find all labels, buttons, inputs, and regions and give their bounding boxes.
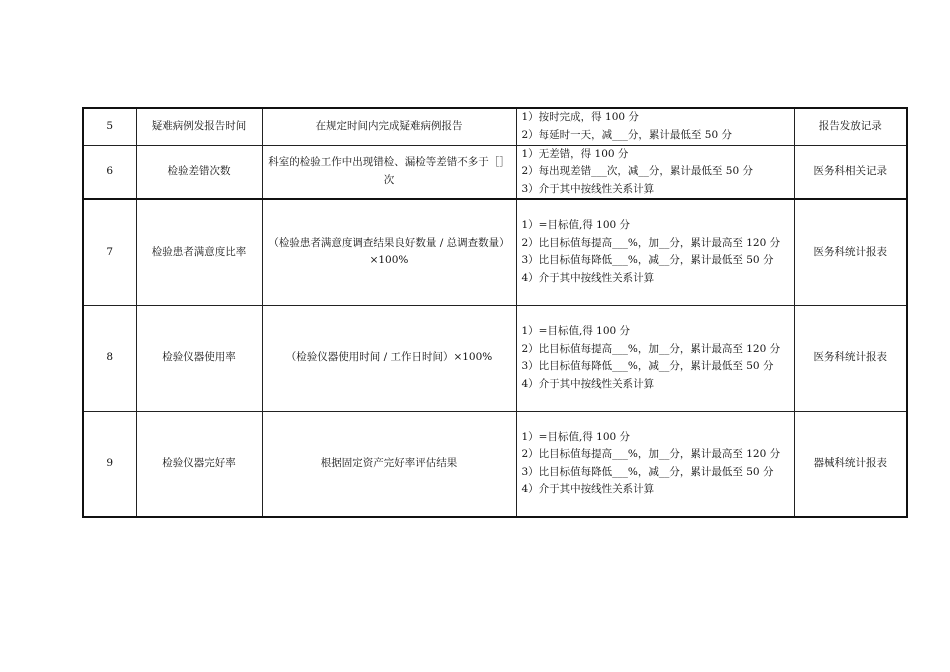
indicator-name: 疑难病例发报告时间 xyxy=(136,108,262,145)
data-source: 医务科相关记录 xyxy=(794,145,907,199)
scoring-rule: 1）=目标值,得 100 分 xyxy=(521,219,631,232)
scoring-rule: 3）比目标值每降低___%，减__分，累计最低至 50 分 xyxy=(521,254,774,267)
table-row xyxy=(83,305,907,411)
scoring-rule: 1）按时完成，得 100 分 xyxy=(521,111,639,124)
row-number: 5 xyxy=(83,108,136,145)
row-number: 7 xyxy=(83,199,136,305)
scoring-rules xyxy=(516,199,794,305)
scoring-rules xyxy=(516,108,794,145)
data-source: 报告发放记录 xyxy=(794,108,907,145)
scoring-rule: 2）比目标值每提高___%，加__分，累计最高至 120 分 xyxy=(521,236,781,249)
indicator-name: 检验仪器使用率 xyxy=(136,305,262,411)
indicator-definition: （检验患者满意度调查结果良好数量 / 总调查数量）×100% xyxy=(262,199,516,305)
indicator-name: 检验差错次数 xyxy=(136,145,262,199)
scoring-rule: 2）每出现差错___次，减__分，累计最低至 50 分 xyxy=(521,165,753,177)
scoring-rule: 1）=目标值,得 100 分 xyxy=(521,325,631,337)
indicator-name: 检验仪器完好率 xyxy=(136,411,262,517)
scoring-rule: 4）介于其中按线性关系计算 xyxy=(521,483,655,496)
row-number: 6 xyxy=(83,145,136,199)
indicator-name: 检验患者满意度比率 xyxy=(136,199,262,305)
table-row xyxy=(83,199,907,305)
indicator-definition: 科室的检验工作中出现错检、漏检等差错不多于［］次 xyxy=(262,145,516,199)
scoring-rules xyxy=(516,145,794,199)
indicator-definition: 在规定时间内完成疑难病例报告 xyxy=(262,108,516,145)
scoring-rule: 1）=目标值,得 100 分 xyxy=(521,430,631,443)
row-number: 8 xyxy=(83,305,136,411)
scoring-rule: 2）每延时一天，减___分，累计最低至 50 分 xyxy=(521,128,732,141)
scoring-rule: 2）比目标值每提高___%，加__分，累计最高至 120 分 xyxy=(521,342,781,355)
kpi-table xyxy=(82,107,908,518)
scoring-rules xyxy=(516,305,794,411)
indicator-definition: （检验仪器使用时间 / 工作日时间）×100% xyxy=(262,305,516,411)
data-source: 器械科统计报表 xyxy=(794,411,907,517)
scoring-rule: 4）介于其中按线性关系计算 xyxy=(521,377,655,390)
table-row xyxy=(83,145,907,199)
data-source: 医务科统计报表 xyxy=(794,199,907,305)
data-source: 医务科统计报表 xyxy=(794,305,907,411)
row-number: 9 xyxy=(83,411,136,517)
scoring-rule: 3）比目标值每降低___%，减__分，累计最低至 50 分 xyxy=(521,465,774,478)
scoring-rule: 3）介于其中按线性关系计算 xyxy=(521,182,655,195)
scoring-rule: 2）比目标值每提高___%，加__分，累计最高至 120 分 xyxy=(521,448,781,461)
scoring-rule: 3）比目标值每降低___%，减__分，累计最低至 50 分 xyxy=(521,360,774,372)
scoring-rule: 4）介于其中按线性关系计算 xyxy=(521,271,655,284)
indicator-definition: 根据固定资产完好率评估结果 xyxy=(262,411,516,517)
table-row xyxy=(83,411,907,517)
scoring-rule: 1）无差错，得 100 分 xyxy=(521,147,629,160)
scoring-rules xyxy=(516,411,794,517)
table-row xyxy=(83,108,907,145)
